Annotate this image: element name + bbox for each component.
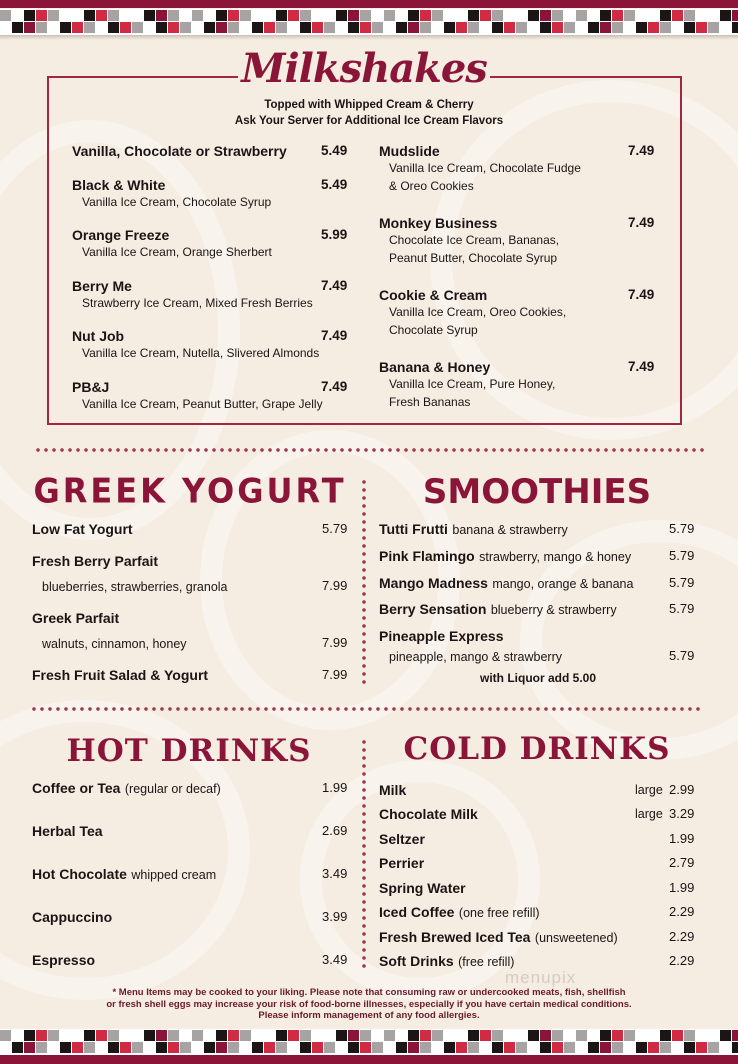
milkshake-item: Black & White Vanilla Ice Cream, Chocolate Syrup 5.49 xyxy=(72,177,348,209)
greek-yogurt-desc-row: blueberries, strawberries, granola 7.99 xyxy=(42,578,348,594)
greek-yogurt-title: GREEK YOGURT xyxy=(33,471,347,511)
greek-yogurt-item: Greek Parfait xyxy=(32,610,120,626)
bottom-tile-border xyxy=(0,1024,738,1064)
milkshake-item: Banana & Honey Vanilla Ice Cream, Pure Honey, Fresh Bananas 7.49 xyxy=(379,359,655,409)
hot-drink-item: Espresso 3.49 xyxy=(32,952,348,968)
milkshake-item: Mudslide Vanilla Ice Cream, Chocolate Fudge & Oreo Cookies 7.49 xyxy=(379,143,655,193)
smoothie-desc-row: pineapple, mango & strawberry 5.79 xyxy=(389,648,695,664)
cold-drink-item: Spring Water 1.99 xyxy=(379,880,695,896)
cold-drink-item: Chocolate Milk large 3.29 xyxy=(379,806,695,822)
hot-drinks-title: HOT DRINKS xyxy=(66,733,312,769)
greek-yogurt-item: Fresh Fruit Salad & Yogurt 7.99 xyxy=(32,667,348,683)
smoothie-item: Pineapple Express xyxy=(379,628,504,644)
dotted-divider-vertical xyxy=(362,738,366,970)
milkshakes-title: Milkshakes xyxy=(238,44,490,94)
smoothie-item: Tutti Frutti banana & strawberry 5.79 xyxy=(379,521,695,537)
cold-drink-item: Milk large 2.99 xyxy=(379,782,695,798)
smoothies-title: SMOOTHIES xyxy=(422,472,652,512)
smoothies-liquor-note: with Liquor add 5.00 xyxy=(480,671,597,685)
milkshake-item: Cookie & Cream Vanilla Ice Cream, Oreo Cookies, Chocolate Syrup 7.49 xyxy=(379,287,655,337)
milkshake-item: Berry Me Strawberry Ice Cream, Mixed Fresh Berries 7.49 xyxy=(72,278,348,310)
dotted-divider xyxy=(34,448,704,452)
milkshakes-subtitle-1: Topped with Whipped Cream & Cherry xyxy=(264,99,474,111)
cold-drink-item: Seltzer 1.99 xyxy=(379,831,695,847)
hot-drink-item: Herbal Tea 2.69 xyxy=(32,823,348,839)
greek-yogurt-item: Fresh Berry Parfait xyxy=(32,553,159,569)
hot-drink-item: Hot Chocolate whipped cream 3.49 xyxy=(32,866,348,882)
cold-drink-item: Iced Coffee (one free refill) 2.29 xyxy=(379,904,695,920)
milkshake-item: Nut Job Vanilla Ice Cream, Nutella, Slivered Almonds 7.49 xyxy=(72,328,348,360)
cold-drink-item: Perrier 2.79 xyxy=(379,855,695,871)
smoothie-item: Mango Madness mango, orange & banana 5.79 xyxy=(379,575,695,591)
hot-drink-item: Coffee or Tea (regular or decaf) 1.99 xyxy=(32,780,348,796)
cold-drinks-title: COLD DRINKS xyxy=(403,731,671,767)
greek-yogurt-desc-row: walnuts, cinnamon, honey 7.99 xyxy=(42,635,348,651)
cold-drink-item: Soft Drinks (free refill) 2.29 xyxy=(379,953,695,969)
milkshake-item: Monkey Business Chocolate Ice Cream, Bananas, Peanut Butter, Chocolate Syrup 7.49 xyxy=(379,215,655,265)
hot-drink-item: Cappuccino 3.99 xyxy=(32,909,348,925)
dotted-divider xyxy=(30,707,702,711)
smoothie-item: Pink Flamingo strawberry, mango & honey 5.79 xyxy=(379,548,695,564)
smoothie-item: Berry Sensation blueberry & strawberry 5.79 xyxy=(379,601,695,617)
cold-drink-item: Fresh Brewed Iced Tea (unsweetened) 2.29 xyxy=(379,929,695,945)
dotted-divider-vertical xyxy=(362,478,366,688)
watermark: menupix xyxy=(505,968,577,987)
milkshake-item: PB&J Vanilla Ice Cream, Peanut Butter, Grape Jelly 7.49 xyxy=(72,379,348,411)
milkshake-item: Vanilla, Chocolate or Strawberry 5.49 xyxy=(72,143,348,159)
greek-yogurt-item: Low Fat Yogurt 5.79 xyxy=(32,521,348,537)
allergy-disclaimer: * Menu Items may be cooked to your liking. Please note that consuming raw or undercooked meats, fish, shellfish or fresh shell eggs may increase your risk of food-borne illnesses, especially if you have certain medical conditions. Please inform management of any food allergies. xyxy=(106,987,632,1021)
top-tile-border xyxy=(0,0,738,40)
milkshake-item: Orange Freeze Vanilla Ice Cream, Orange Sherbert 5.99 xyxy=(72,227,348,259)
milkshakes-subtitle-2: Ask Your Server for Additional Ice Cream Flavors xyxy=(234,115,504,127)
